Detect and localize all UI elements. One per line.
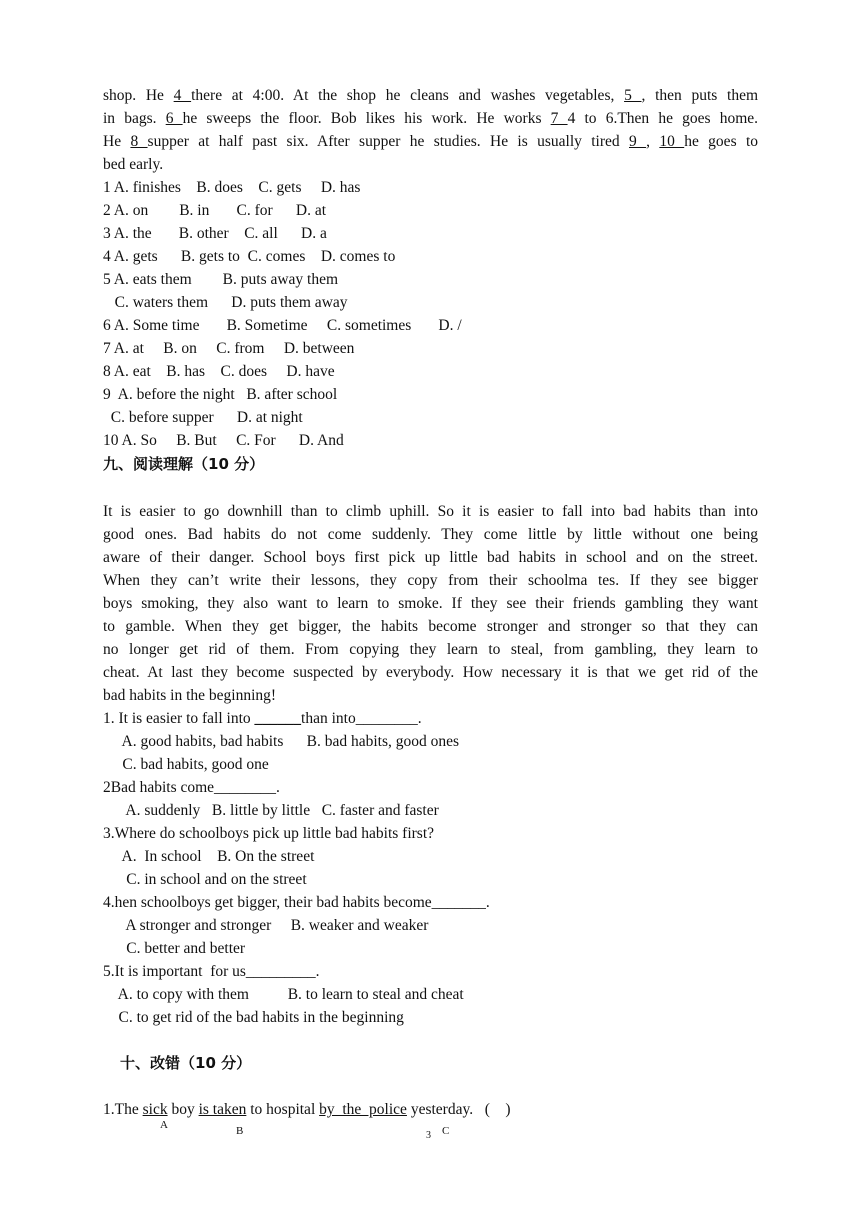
reading-line-8: cheat. At last they become suspected by everybody. How necessary it is that we get rid of the [103,664,758,681]
cloze-passage-line-3: He 8 supper at half past six. After supper he studies. He is usually tired 9 , 10 he goes to [103,133,759,150]
blank-5: 5 [624,87,642,104]
blank-6: 6 [165,110,183,127]
blank-9: 9 [629,133,647,150]
reading-line-2: good ones. Bad habits do not come suddenly. They come little by little without one being [103,526,758,543]
marker-a: A [160,1119,168,1131]
blank-line: ______ [254,710,302,727]
question-1-options-a: A. good habits, bad habits B. bad habits, good ones [103,733,460,750]
cloze-passage-line-4: bed early. [103,156,164,173]
marker-c: C [442,1125,450,1137]
underlined-a: sick [142,1101,168,1118]
correction-question-1: 1.The sick boy is taken to hospital by the police yesterday. ( ) [103,1101,511,1118]
blank-7: 7 [550,110,568,127]
cloze-option-6: 6 A. Some time B. Sometime C. sometimes D. / [103,317,462,334]
reading-line-9: bad habits in the beginning! [103,687,277,704]
cloze-option-9b: C. before supper D. at night [103,409,303,426]
blank-10: 10 [659,133,685,150]
reading-line-3: aware of their danger. School boys first pick up little bad habits in school and on the street. [103,549,758,566]
question-5: 5.It is important for us_________. [103,963,320,980]
cloze-option-1: 1 A. finishes B. does C. gets D. has [103,179,361,196]
reading-line-5: boys smoking, they also want to learn to smoke. If they see their friends gambling they want [103,595,758,612]
cloze-passage-line-1: shop. He 4 there at 4:00. At the shop he cleans and washes vegetables, 5 , then puts them [103,87,759,104]
blank-8: 8 [130,133,148,150]
cloze-option-7: 7 A. at B. on C. from D. between [103,340,355,357]
question-4: 4.hen schoolboys get bigger, their bad habits become_______. [103,894,490,911]
question-2: 2Bad habits come________. [103,779,280,796]
reading-line-4: When they can’t write their lessons, they copy from their schoolma tes. If they see bigger [103,572,758,589]
blank-4: 4 [173,87,192,104]
reading-line-1: It is easier to go downhill than to climb uphill. So it is easier to fall into bad habits than into [103,503,758,520]
cloze-option-5a: 5 A. eats them B. puts away them [103,271,339,288]
question-3-options-b: C. in school and on the street [103,871,307,888]
underlined-c: by the police [319,1101,407,1118]
question-5-options-a: A. to copy with them B. to learn to steal and cheat [103,986,464,1003]
cloze-passage-line-2: in bags. 6 he sweeps the floor. Bob likes his work. He works 7 4 to 6.Then he goes home. [103,110,759,127]
cloze-option-2: 2 A. on B. in C. for D. at [103,202,327,219]
cloze-option-9a: 9 A. before the night B. after school [103,386,338,403]
section-9-heading: 九、阅读理解（10 分） [103,455,265,473]
marker-b: B [236,1125,244,1137]
cloze-option-4: 4 A. gets B. gets to C. comes D. comes to [103,248,396,265]
underlined-b: is taken [198,1101,247,1118]
question-4-options-a: A stronger and stronger B. weaker and weaker [103,917,429,934]
question-3: 3.Where do schoolboys pick up little bad habits first? [103,825,435,842]
question-1: 1. It is easier to fall into ______than into________. [103,710,422,727]
cloze-option-3: 3 A. the B. other C. all D. a [103,225,327,242]
cloze-option-8: 8 A. eat B. has C. does D. have [103,363,335,380]
question-4-options-b: C. better and better [103,940,246,957]
question-1-options-b: C. bad habits, good one [103,756,269,773]
cloze-option-10: 10 A. So B. But C. For D. And [103,432,344,449]
question-2-options: A. suddenly B. little by little C. faster and faster [103,802,439,819]
question-5-options-b: C. to get rid of the bad habits in the beginning [103,1009,404,1026]
cloze-option-5b: C. waters them D. puts them away [103,294,348,311]
page-number: 3 [426,1130,431,1141]
question-3-options-a: A. In school B. On the street [103,848,315,865]
reading-line-6: to gamble. When they get bigger, the habits become stronger and stronger so that they can [103,618,758,635]
section-10-heading: 十、改错（10 分） [120,1054,252,1072]
reading-line-7: no longer get rid of them. From copying they learn to steal, from gambling, they learn to [103,641,758,658]
